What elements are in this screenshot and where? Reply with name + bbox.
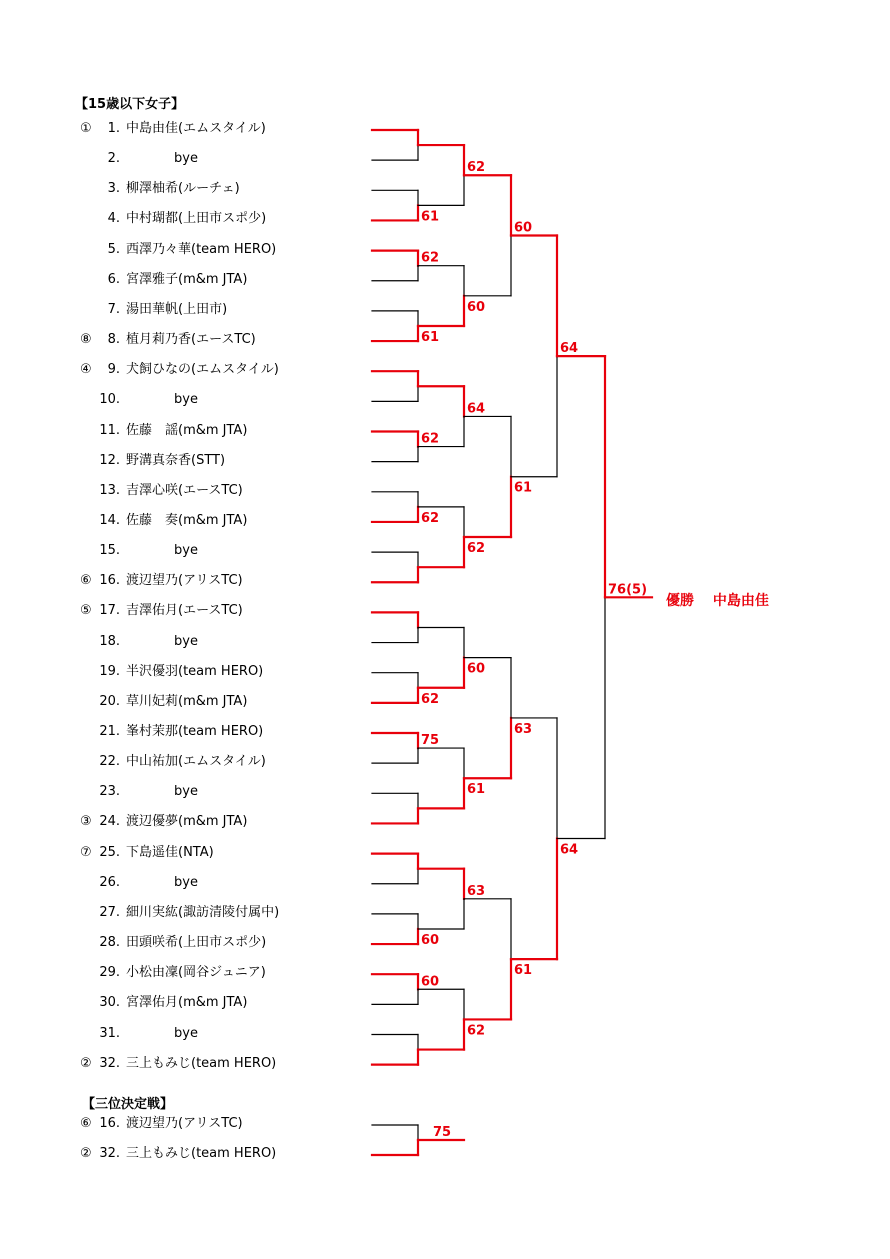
third-place-score: 75 bbox=[433, 1125, 452, 1140]
player-number: 15. bbox=[99, 543, 120, 559]
player-name: 西澤乃々華(team HERO) bbox=[126, 241, 277, 257]
player-name: bye bbox=[174, 543, 198, 559]
player-name: 中島由佳(エムスタイル) bbox=[126, 121, 266, 136]
player-number: 19. bbox=[99, 663, 120, 679]
match-score: 61 bbox=[421, 209, 440, 225]
player-seed: ⑥ bbox=[80, 1116, 92, 1131]
player-number: 1. bbox=[107, 121, 120, 136]
match-score: 63 bbox=[514, 721, 533, 737]
player-number: 24. bbox=[99, 814, 120, 830]
player-name: 柳澤柚希(ルーチェ) bbox=[126, 181, 240, 197]
champion-name: 中島由佳 bbox=[712, 593, 769, 609]
player-name: 草川妃莉(m&m JTA) bbox=[126, 693, 248, 709]
player-number: 20. bbox=[99, 693, 120, 709]
player-seed: ⑦ bbox=[80, 844, 92, 860]
match-score: 62 bbox=[467, 541, 486, 557]
player-number: 30. bbox=[99, 995, 120, 1011]
player-number: 25. bbox=[99, 844, 120, 860]
player-number: 5. bbox=[107, 241, 120, 257]
player-seed: ⑧ bbox=[80, 332, 92, 348]
player-seed: ⑤ bbox=[80, 603, 92, 619]
match-score: 76(5) bbox=[608, 582, 648, 598]
player-name: 植月莉乃香(エースTC) bbox=[126, 332, 256, 348]
player-name: 小松由凜(岡谷ジュニア) bbox=[126, 965, 266, 981]
player-number: 7. bbox=[107, 301, 120, 317]
player-seed: ② bbox=[80, 1055, 92, 1071]
player-name: bye bbox=[174, 1025, 198, 1041]
match-score: 61 bbox=[514, 963, 533, 979]
player-name: 吉澤心咲(エースTC) bbox=[126, 482, 243, 498]
match-score: 60 bbox=[514, 220, 533, 236]
player-number: 23. bbox=[99, 784, 120, 800]
player-name: bye bbox=[174, 874, 198, 890]
player-name: 佐藤 奏(m&m JTA) bbox=[126, 512, 248, 528]
match-score: 60 bbox=[467, 661, 486, 677]
match-score: 62 bbox=[421, 250, 440, 266]
player-number: 31. bbox=[99, 1025, 120, 1041]
match-score: 64 bbox=[560, 842, 579, 858]
player-name: 湯田華帆(上田市) bbox=[126, 301, 228, 317]
player-seed: ② bbox=[80, 1146, 92, 1161]
player-name: 下島遥佳(NTA) bbox=[126, 844, 214, 860]
player-number: 21. bbox=[99, 724, 120, 739]
player-number: 3. bbox=[107, 181, 120, 197]
player-number: 2. bbox=[107, 151, 120, 167]
player-name: bye bbox=[174, 633, 198, 649]
player-name: 吉澤佑月(エースTC) bbox=[126, 603, 243, 619]
player-name: 細川実紘(諏訪清陵付属中) bbox=[126, 904, 280, 920]
player-number: 28. bbox=[99, 935, 120, 951]
player-name: 峯村茉那(team HERO) bbox=[126, 724, 264, 739]
player-name: 渡辺優夢(m&m JTA) bbox=[126, 814, 248, 830]
player-name: 野溝真奈香(STT) bbox=[126, 452, 226, 468]
player-name: 三上もみじ(team HERO) bbox=[126, 1146, 277, 1161]
player-name: 宮澤佑月(m&m JTA) bbox=[126, 995, 248, 1011]
player-number: 4. bbox=[107, 211, 120, 227]
main-draw-title: 【15歳以下女子】 bbox=[75, 97, 185, 112]
player-number: 11. bbox=[99, 422, 120, 438]
match-score: 62 bbox=[421, 691, 440, 707]
match-score: 60 bbox=[467, 299, 486, 315]
match-score: 62 bbox=[421, 510, 440, 526]
player-name: 中山祐加(エムスタイル) bbox=[126, 754, 266, 770]
player-name: bye bbox=[174, 784, 198, 800]
player-name: 佐藤 謡(m&m JTA) bbox=[126, 422, 248, 438]
match-score: 62 bbox=[467, 1023, 486, 1039]
player-seed: ⑥ bbox=[80, 573, 92, 589]
player-name: 宮澤雅子(m&m JTA) bbox=[126, 271, 248, 287]
match-score: 75 bbox=[421, 733, 440, 749]
player-number: 32. bbox=[99, 1146, 120, 1161]
player-number: 17. bbox=[99, 603, 120, 619]
third-place-title: 【三位決定戦】 bbox=[82, 1097, 174, 1112]
player-number: 16. bbox=[99, 573, 120, 589]
player-number: 18. bbox=[99, 633, 120, 649]
match-score: 61 bbox=[514, 480, 533, 496]
match-score: 60 bbox=[421, 932, 440, 948]
player-name: 田頭咲希(上田市スポ少) bbox=[126, 935, 267, 951]
player-name: 半沢優羽(team HERO) bbox=[126, 663, 264, 679]
player-number: 14. bbox=[99, 512, 120, 528]
player-name: bye bbox=[174, 392, 198, 408]
champion-title: 優勝 bbox=[666, 593, 694, 609]
champion-label bbox=[666, 590, 769, 610]
player-name: 渡辺望乃(アリスTC) bbox=[126, 1116, 243, 1131]
player-number: 26. bbox=[99, 874, 120, 890]
match-score: 63 bbox=[467, 883, 486, 899]
player-number: 8. bbox=[107, 332, 120, 348]
match-score: 61 bbox=[467, 782, 486, 798]
player-number: 6. bbox=[107, 271, 120, 287]
player-seed: ④ bbox=[80, 362, 92, 378]
player-number: 13. bbox=[99, 482, 120, 498]
match-score: 64 bbox=[560, 341, 579, 357]
player-number: 32. bbox=[99, 1055, 120, 1071]
player-number: 22. bbox=[99, 754, 120, 770]
player-seed: ① bbox=[80, 121, 92, 136]
match-score: 62 bbox=[467, 160, 486, 176]
player-number: 29. bbox=[99, 965, 120, 981]
player-name: 三上もみじ(team HERO) bbox=[126, 1055, 277, 1071]
player-number: 10. bbox=[99, 392, 120, 408]
player-name: 中村瑚都(上田市スポ少) bbox=[126, 211, 267, 227]
match-score: 61 bbox=[421, 329, 440, 345]
player-name: bye bbox=[174, 151, 198, 167]
player-name: 犬飼ひなの(エムスタイル) bbox=[126, 362, 279, 378]
match-score: 64 bbox=[467, 401, 486, 417]
player-number: 16. bbox=[99, 1116, 120, 1131]
player-seed: ③ bbox=[80, 814, 92, 830]
player-number: 27. bbox=[99, 904, 120, 920]
player-number: 9. bbox=[107, 362, 120, 378]
match-score: 62 bbox=[421, 431, 440, 447]
player-number: 12. bbox=[99, 452, 120, 468]
player-name: 渡辺望乃(アリスTC) bbox=[126, 573, 243, 589]
match-score: 60 bbox=[421, 974, 440, 990]
